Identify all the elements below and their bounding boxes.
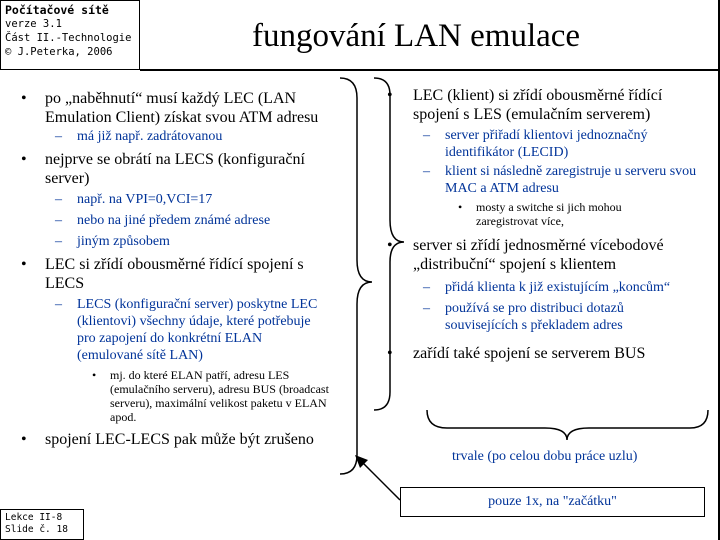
arrow-line: [362, 462, 400, 500]
dash-mark: –: [55, 234, 62, 249]
bullet-mark: •: [21, 151, 27, 168]
bullet-mark: •: [21, 256, 27, 273]
small-bullet-mark: •: [92, 368, 97, 382]
bullet-mark: •: [387, 237, 393, 254]
right-bullet-1-text: LEC (klient) si zřídí obousměrné řídící spojení s LES (emulačním serverem): [413, 87, 663, 123]
small-bullet-mark: •: [458, 200, 463, 214]
left-sub-1-1-text: má již např. zadrátovanou: [77, 129, 223, 144]
bullet-mark: •: [21, 90, 27, 107]
slide-footer: [0, 509, 84, 540]
once-note: pouze 1x, na "začátku": [488, 494, 617, 509]
right-sub-2-1-text: přidá klienta k již existujícím „koncům“: [445, 280, 671, 295]
course-author: © J.Peterka, 2006: [5, 46, 113, 58]
dash-mark: –: [55, 129, 62, 144]
course-title: Počítačové sítě: [5, 3, 109, 17]
lecture-number: Lekce II-8: [5, 512, 63, 523]
dash-mark: –: [423, 164, 430, 179]
right-sub-1-1-text: server přiřadí klientovi jednoznačný identifikátor (LECID): [445, 128, 648, 160]
dash-mark: –: [423, 280, 430, 295]
slide-title: fungování LAN emulace: [252, 18, 581, 54]
permanent-note: trvale (po celou dobu práce uzlu): [452, 449, 638, 464]
bullet-mark: •: [387, 87, 393, 104]
course-version: verze 3.1: [5, 18, 62, 30]
left-column-brace: [340, 78, 372, 474]
left-bullet-4-text: spojení LEC-LECS pak může být zrušeno: [45, 431, 314, 448]
left-bullet-3-text: LEC si zřídí obousměrné řídící spojení s LECS: [45, 256, 304, 292]
left-subsub-3-1-1-text: mj. do které ELAN patří, adresu LES (emulačního serveru), adresu BUS (broadcast serveru), maximální velikost paketu v ELAN apod.: [110, 368, 329, 424]
course-part: Část II.-Technologie: [5, 32, 132, 44]
dash-mark: –: [55, 297, 62, 312]
right-subsub-1-2-1-text: mosty a switche si jich mohou zaregistrovat více,: [476, 200, 622, 228]
right-column-brace: [374, 78, 404, 410]
left-sub-2-3-text: jiným způsobem: [77, 234, 170, 249]
left-sub-2-2-text: nebo na jiné předem známé adrese: [77, 213, 271, 228]
bullet-mark: •: [21, 431, 27, 448]
once-note-box: [400, 487, 705, 517]
right-sub-1-2-text: klient si následně zaregistruje u serveru svou MAC a ATM adresu: [445, 164, 697, 196]
right-sub-2-2-text: používá se pro distribuci dotazů souvisejících s překladem adres: [445, 301, 624, 333]
dash-mark: –: [55, 192, 62, 207]
bottom-brace: [427, 410, 708, 440]
dash-mark: –: [55, 213, 62, 228]
bullet-mark: •: [387, 345, 393, 362]
slide-number: Slide č. 18: [5, 524, 68, 535]
left-sub-3-1-text: LECS (konfigurační server) poskytne LEC (klientovi) všechny údaje, které potřebuje pro zapojení do konkrétní ELAN (emulované sítě LAN): [77, 297, 318, 363]
dash-mark: –: [423, 128, 430, 143]
left-bullet-1-text: po „naběhnutí“ musí každý LEC (LAN Emulation Client) získat svou ATM adresu: [45, 90, 319, 126]
dash-mark: –: [423, 301, 430, 316]
left-sub-2-1-text: např. na VPI=0,VCI=17: [77, 192, 213, 207]
right-bullet-3-text: zařídí také spojení se serverem BUS: [413, 345, 646, 362]
left-bullet-2-text: nejprve se obrátí na LECS (konfigurační server): [45, 151, 305, 187]
right-bullet-2-text: server si zřídí jednosměrné vícebodové „distribuční“ spojení s klientem: [413, 237, 664, 273]
